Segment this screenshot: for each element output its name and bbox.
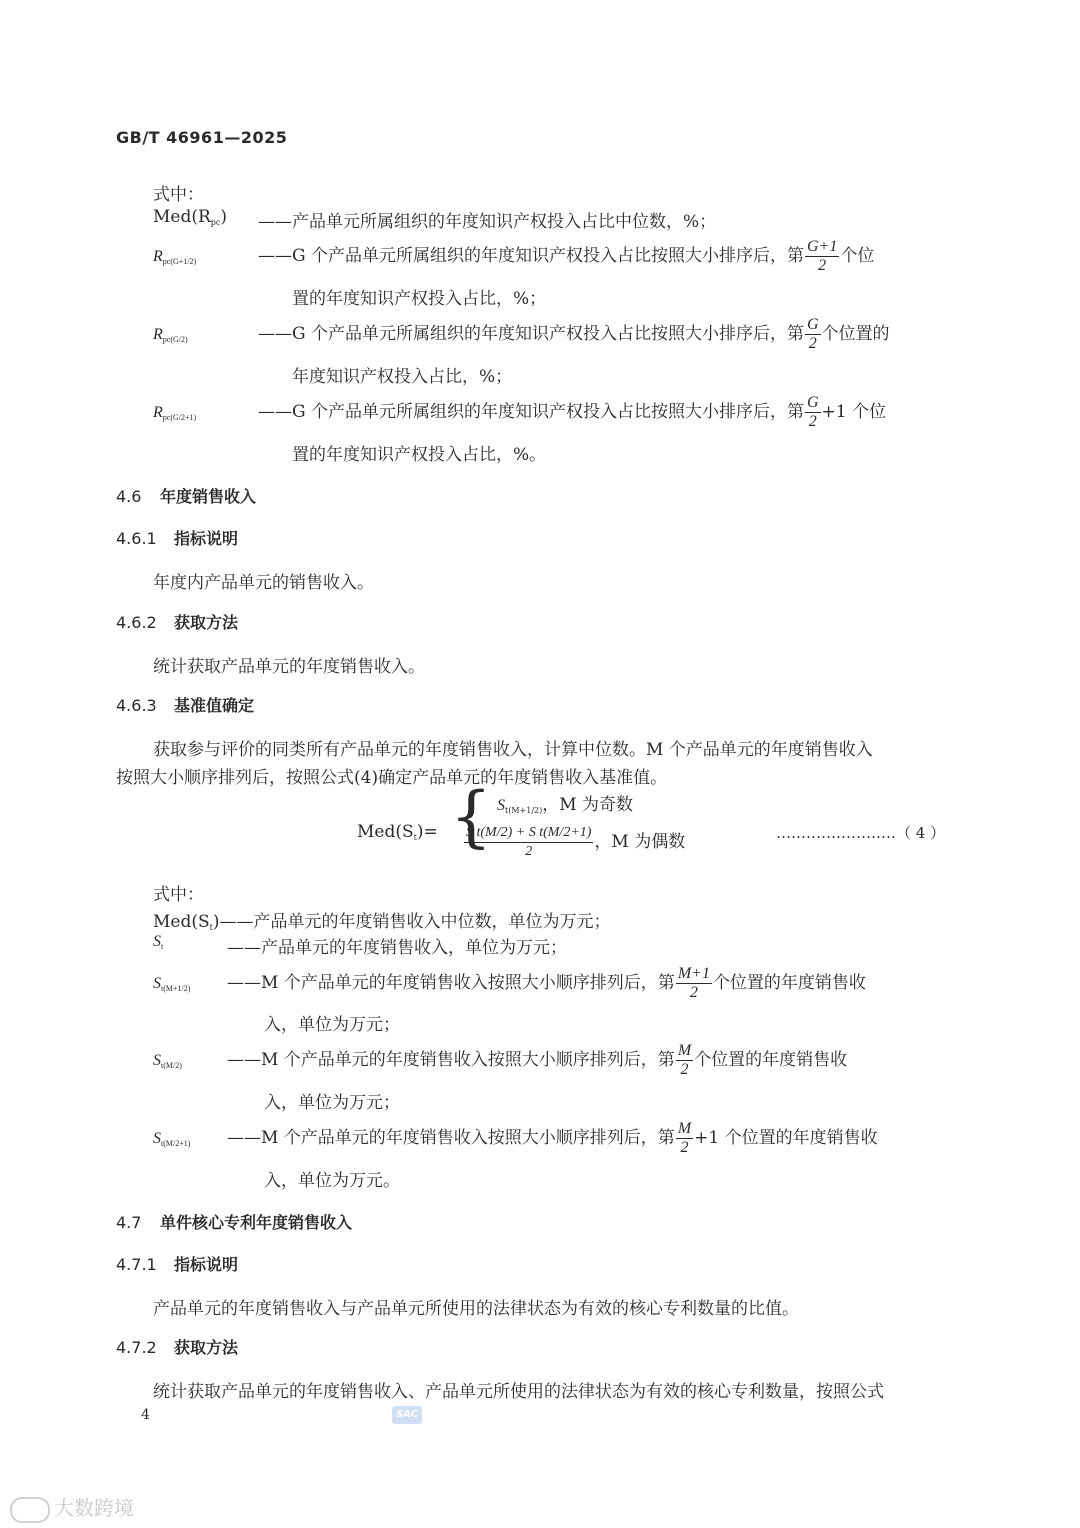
symbol: $S_t$ [153, 933, 164, 951]
definition-continuation: 置的年度知识产权投入占比，%。 [292, 445, 547, 465]
section-heading-4-6: 4.6 年度销售收入 [116, 487, 257, 506]
definition-text: ——M 个产品单元的年度销售收入按照大小顺序排列后，第 $\frac{M}{2}$ +1 个位置的年度销售收 [227, 1120, 878, 1156]
where-label: 式中： [153, 885, 204, 905]
symbol: $R_{pc(G/2)}$ [153, 326, 188, 344]
definition-row: $Med(S_t)——$产品单元的年度销售收入中位数，单位为万元； [153, 912, 611, 932]
fraction: $\frac{G+1}{2}$ [806, 238, 838, 274]
definition-continuation: 入，单位为万元； [264, 1093, 400, 1113]
formula-case-odd: $S_{t(M+1/2)}$，M 为奇数 [497, 795, 634, 815]
definition-continuation: 置的年度知识产权投入占比，%； [292, 289, 547, 309]
paragraph: 年度内产品单元的销售收入。 [153, 573, 374, 593]
fraction: $\frac{G}{2}$ [806, 394, 819, 430]
symbol: $R_{pc(G+1/2)}$ [153, 248, 197, 266]
fraction: $\frac{\text{S t(M/2) + S t(M/2+1)}}{2}$ [466, 825, 592, 859]
definition-continuation: 入，单位为万元； [264, 1015, 400, 1035]
paragraph: 产品单元的年度销售收入与产品单元所使用的法律状态为有效的核心专利数量的比值。 [153, 1299, 799, 1319]
subsection-heading-4-6-3: 4.6.3 基准值确定 [116, 696, 255, 715]
formula-case-even: $\frac{\text{S t(M/2) + S t(M/2+1)}}{2}$ ，M 为偶数 [466, 825, 686, 859]
subsection-heading-4-7-1: 4.7.1 指标说明 [116, 1255, 239, 1274]
subsection-heading-4-6-2: 4.6.2 获取方法 [116, 613, 239, 632]
definition-text: ——G 个产品单元所属组织的年度知识产权投入占比按照大小排序后，第 $\frac{G+1}{2}$ 个位 [258, 238, 875, 274]
definition-text: ——M 个产品单元的年度销售收入按照大小顺序排列后，第 $\frac{M}{2}$ 个位置的年度销售收 [227, 1042, 848, 1078]
definition-text: ——G 个产品单元所属组织的年度知识产权投入占比按照大小排序后，第 $\frac{G}{2}$ 个位置的 [258, 316, 890, 352]
subsection-heading-4-6-1: 4.6.1 指标说明 [116, 529, 239, 548]
symbol: $S_{t(M+1/2)}$ [153, 975, 191, 993]
watermark: 大数跨境 [10, 1492, 134, 1523]
formula-number: ……………………（ 4 ） [776, 824, 946, 842]
definition-text: ——产品单元所属组织的年度知识产权投入占比中位数，%； [258, 212, 717, 232]
formula-brace: { [450, 778, 492, 855]
definition-continuation: 入，单位为万元。 [264, 1171, 400, 1191]
standard-number: GB/T 46961—2025 [116, 128, 288, 147]
definition-text: ——M 个产品单元的年度销售收入按照大小顺序排列后，第 $\frac{M+1}{2}$ 个位置的年度销售收 [227, 965, 866, 1001]
subsection-heading-4-7-2: 4.7.2 获取方法 [116, 1338, 239, 1357]
section-heading-4-7: 4.7 单件核心专利年度销售收入 [116, 1213, 353, 1232]
paragraph: 统计获取产品单元的年度销售收入、产品单元所使用的法律状态为有效的核心专利数量，按照公式 [153, 1382, 884, 1402]
definition-row [153, 207, 227, 227]
sac-logo: SAC [392, 1406, 422, 1424]
definition-text: ——G 个产品单元所属组织的年度知识产权投入占比按照大小排序后，第 $\frac{G}{2}$ +1 个位 [258, 394, 887, 430]
where-label: 式中： [153, 185, 204, 205]
symbol: $S_{t(M/2)}$ [153, 1052, 182, 1070]
symbol: $R_{pc(G/2+1)}$ [153, 404, 197, 422]
fraction: $\frac{M}{2}$ [677, 1042, 692, 1078]
fraction: $\frac{M+1}{2}$ [677, 965, 710, 1001]
fraction: $\frac{M}{2}$ [677, 1120, 692, 1156]
page-number: 4 [141, 1407, 150, 1423]
formula-lhs: $Med(S_t)=$ [357, 822, 438, 842]
paragraph-line: 按照大小顺序排列后，按照公式(4)确定产品单元的年度销售收入基准值。 [116, 768, 668, 788]
paragraph-line: 获取参与评价的同类所有产品单元的年度销售收入，计算中位数。M 个产品单元的年度销售收入 [153, 740, 873, 760]
definition-continuation: 年度知识产权投入占比，%； [292, 367, 513, 387]
symbol: $S_{t(M/2+1)}$ [153, 1130, 191, 1148]
paragraph: 统计获取产品单元的年度销售收入。 [153, 657, 425, 677]
definition-text: ——产品单元的年度销售收入，单位为万元； [227, 938, 567, 958]
symbol: $Med(R_{pc})$ [153, 207, 228, 227]
watermark-icon [10, 1497, 50, 1523]
fraction: $\frac{G}{2}$ [806, 316, 819, 352]
